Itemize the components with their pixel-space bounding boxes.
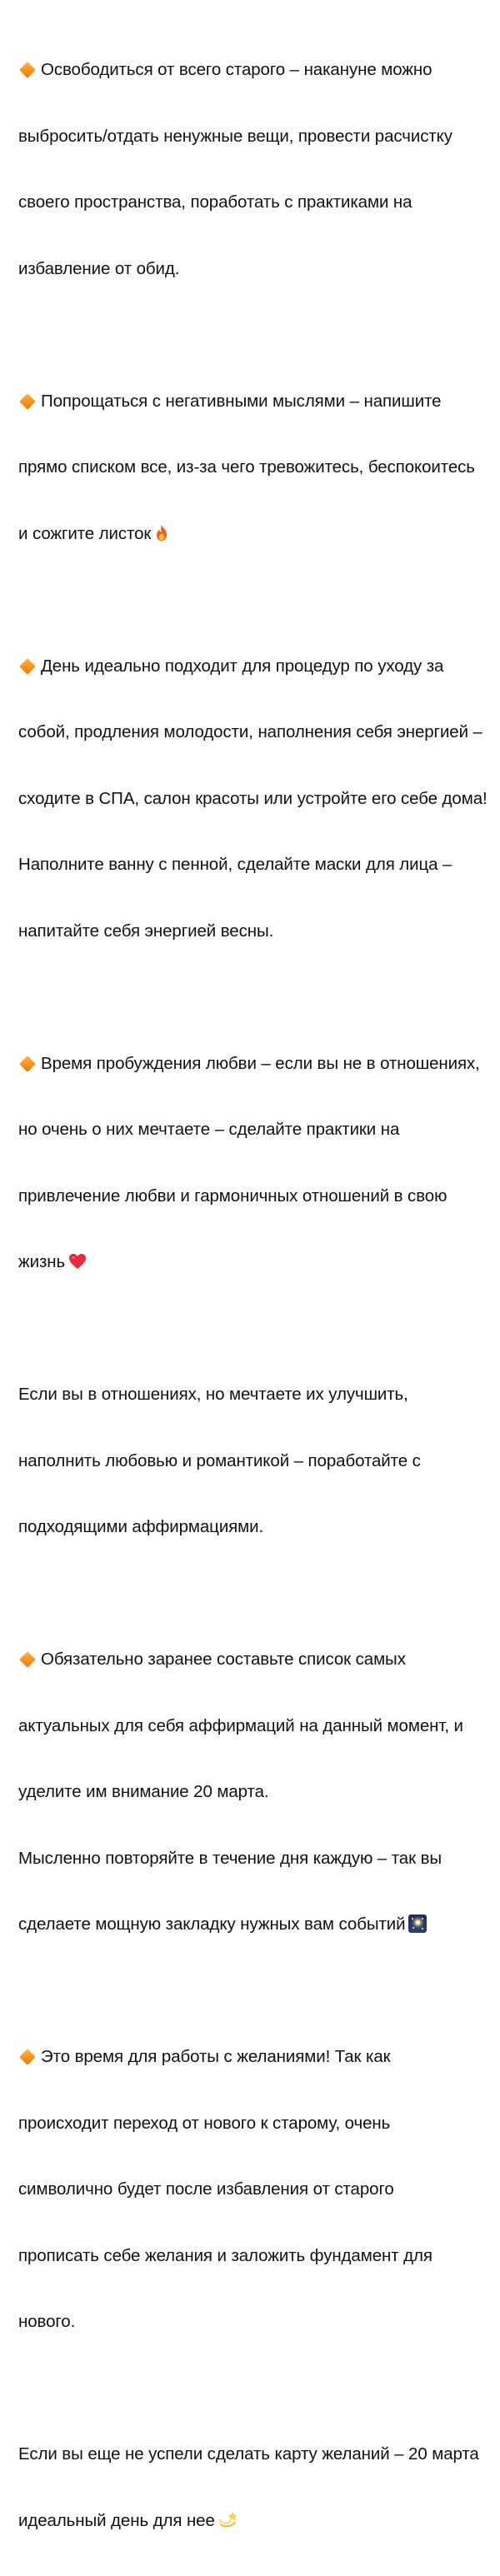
text-line: Время пробуждения любви – если вы не в отношениях, <box>41 1053 480 1073</box>
text-line: прямо списком все, из-за чего тревожитесь, беспокоитесь <box>18 457 475 477</box>
text-line: собой, продления молодости, наполнения себя энергией – <box>18 722 482 741</box>
text-line: актуальных для себя аффирмаций на данный момент, и <box>18 1715 463 1735</box>
text-line: Обязательно заранее составьте список самых <box>41 1650 406 1669</box>
paragraph-self-care <box>18 612 488 987</box>
text-line: привлечение любви и гармоничных отношений в свою <box>18 1186 448 1206</box>
paragraph-release-old <box>18 15 488 324</box>
paragraph-affirmations <box>18 1605 488 1980</box>
red-heart-icon <box>68 1253 87 1270</box>
text-line: идеальный день для нее <box>18 2510 215 2530</box>
night-stars-icon <box>408 1915 427 1933</box>
text-line: Если вы еще не успели сделать карту желаний – 20 марта <box>18 2444 479 2464</box>
text-line: Если вы в отношениях, но мечтаете их улучшить, <box>18 1385 408 1404</box>
paragraph-wish-map <box>18 2399 488 2576</box>
text-line: сделаете мощную закладку нужных вам событий <box>18 1915 406 1934</box>
text-line: но очень о них мечтаете – сделайте практики на <box>18 1120 400 1139</box>
text-line: Это время для работы с желаниями! Так как <box>41 2047 391 2066</box>
text-line: нового. <box>18 2312 76 2331</box>
text-line: уделите им внимание 20 марта. <box>18 1782 269 1801</box>
text-line: подходящими аффирмациями. <box>18 1517 264 1536</box>
orange-diamond-icon <box>19 1056 36 1072</box>
text-line: своего пространства, поработать с практиками на <box>18 192 412 212</box>
orange-diamond-icon <box>19 62 36 78</box>
paragraph-wishes <box>18 2002 488 2378</box>
paragraph-love-awakening <box>18 1009 488 1318</box>
text-line: символично будет после избавления от старого <box>18 2179 394 2199</box>
orange-diamond-icon <box>19 2049 36 2065</box>
fire-icon <box>154 524 169 542</box>
text-line: Освободиться от всего старого – накануне можно <box>41 60 432 79</box>
text-line: происходит переход от нового к старому, очень <box>18 2113 391 2133</box>
text-line: жизнь <box>18 1252 66 1271</box>
text-line: сходите в СПА, салон красоты или устройте его себе дома! <box>18 788 488 808</box>
dizzy-star-icon <box>218 2510 238 2529</box>
text-line: наполнить любовью и романтикой – поработайте с <box>18 1450 421 1470</box>
text-line: Наполните ванну с пенной, сделайте маски для лица – <box>18 855 452 874</box>
text-line: Попрощаться с негативными мыслями – напишите <box>41 391 442 411</box>
text-line: прописать себе желания и заложить фундамент для <box>18 2245 432 2265</box>
text-line: избавление от обид. <box>18 258 180 278</box>
text-line: и сожгите листок <box>18 523 152 543</box>
text-line: напитайте себя энергией весны. <box>18 921 274 941</box>
orange-diamond-icon <box>19 393 36 410</box>
text-line: выбросить/отдать ненужные вещи, провести расчистку <box>18 126 452 146</box>
orange-diamond-icon <box>19 658 36 675</box>
paragraph-negative-thoughts <box>18 347 488 590</box>
text-line: День идеально подходит для процедур по уходу за <box>41 656 444 676</box>
paragraph-relationships <box>18 1340 488 1583</box>
orange-diamond-icon <box>19 1651 36 1668</box>
text-line: Мысленно повторяйте в течение дня каждую – так вы <box>18 1848 442 1868</box>
